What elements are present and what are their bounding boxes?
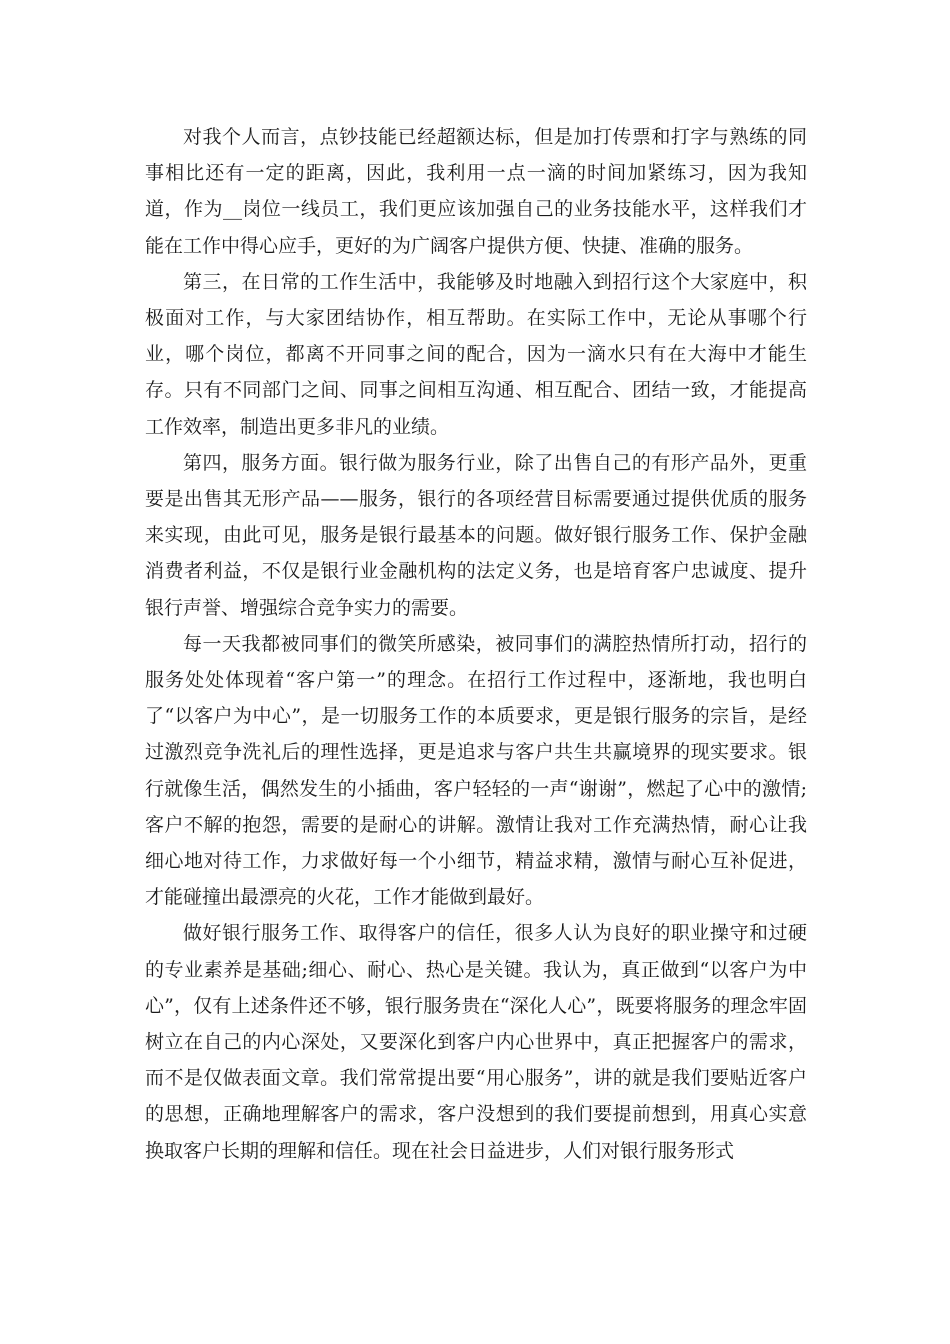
paragraph-personal-skills: 对我个人而言，点钞技能已经超额达标，但是加打传票和打字与熟练的同事相比还有一定的距离，因此，我利用一点一滴的时间加紧练习，因为我知道，作为__岗位一线员工，我们更应该加强自己的业务技能水平，这样我们才能在工作中得心应手，更好的为广阔客户提供方便、快捷、准确的服务。	[145, 126, 807, 257]
paragraph-customer-first: 每一天我都被同事们的微笑所感染，被同事们的满腔热情所打动，招行的服务处处体现着“客户第一”的理念。在招行工作过程中，逐渐地，我也明白了“以客户为中心”，是一切服务工作的本质要求，更是银行服务的宗旨，是经过激烈竞争洗礼后的理性选择，更是追求与客户共生共赢境界的现实要求。银行就像生活，偶然发生的小插曲，客户轻轻的一声“谢谢”，燃起了心中的激情;客户不解的抱怨，需要的是耐心的讲解。激情让我对工作充满热情，耐心让我细心地对待工作，力求做好每一个小细节，精益求精，激情与耐心互补促进，才能碰撞出最漂亮的火花，工作才能做到最好。	[145, 632, 807, 909]
paragraph-customer-trust: 做好银行服务工作、取得客户的信任，很多人认为良好的职业操守和过硬的专业素养是基础;细心、耐心、热心是关键。我认为，真正做到“以客户为中心”，仅有上述条件还不够，银行服务贵在“深化人心”，既要将服务的理念牢固树立在自己的内心深处，又要深化到客户内心世界中，真正把握客户的需求，而不是仅做表面文章。我们常常提出要“用心服务”，讲的就是我们要贴近客户的思想，正确地理解客户的需求，客户没想到的我们要提前想到，用真心实意换取客户长期的理解和信任。现在社会日益进步，人们对银行服务形式	[145, 922, 807, 1162]
document-body	[145, 119, 807, 1169]
paragraph-service: 第四，服务方面。银行做为服务行业，除了出售自己的有形产品外，更重要是出售其无形产品——服务，银行的各项经营目标需要通过提供优质的服务来实现，由此可见，服务是银行最基本的问题。做好银行服务工作、保护金融消费者利益，不仅是银行业金融机构的法定义务，也是培育客户忠诚度、提升银行声誉、增强综合竞争实力的需要。	[145, 451, 807, 619]
paragraph-teamwork: 第三，在日常的工作生活中，我能够及时地融入到招行这个大家庭中，积极面对工作，与大家团结协作，相互帮助。在实际工作中，无论从事哪个行业，哪个岗位，都离不开同事之间的配合，因为一滴水只有在大海中才能生存。只有不同部门之间、同事之间相互沟通、相互配合、团结一致，才能提高工作效率，制造出更多非凡的业绩。	[145, 270, 807, 438]
